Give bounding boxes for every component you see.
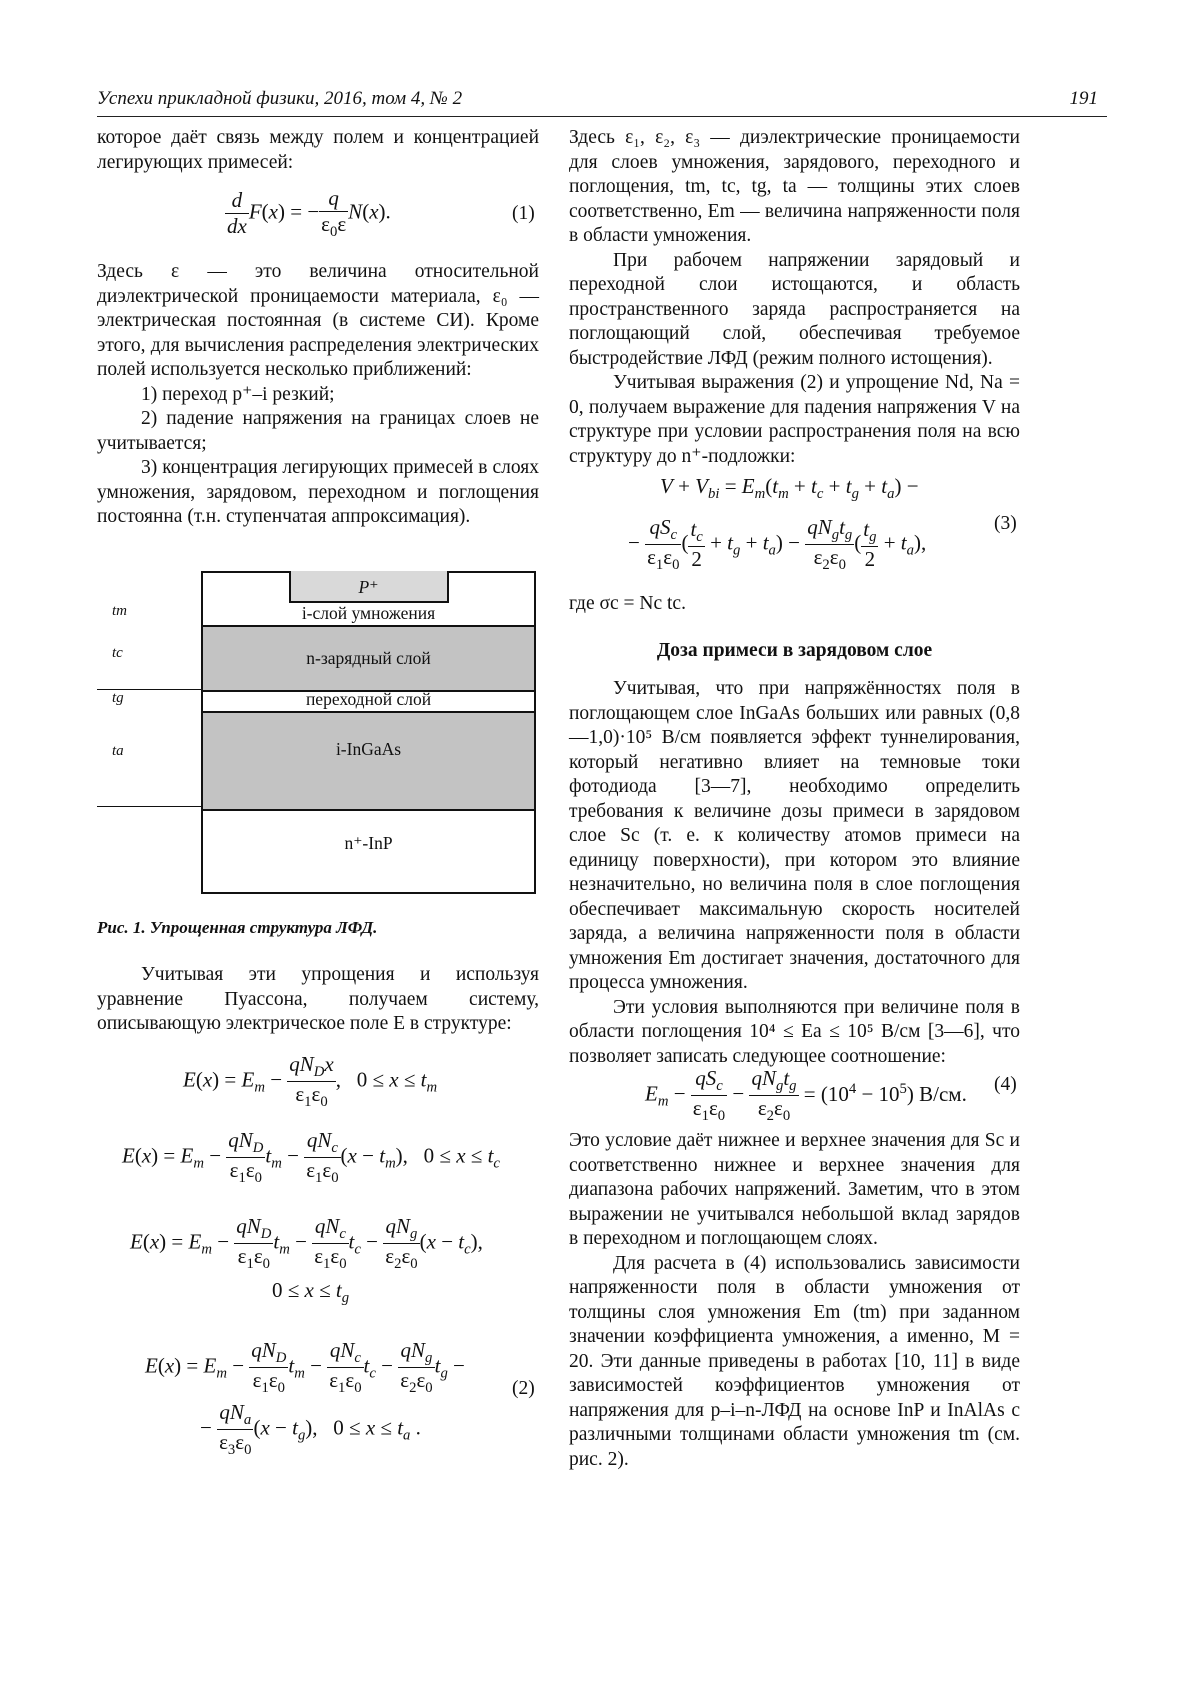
figure-1-caption: Рис. 1. Упрощенная структура ЛФД. [97,918,378,937]
substrate-layer: n⁺-InP [344,833,393,853]
poisson-paragraph: Учитывая эти упрощения и используя уравнение Пуассона, получаем систему, описывающую электрическое поле E в структуре: [97,964,539,1034]
ta-boundary-line [97,806,202,807]
equation-2b: $E(x) = E_m$ − $\frac{qN_D}{\varepsilon_1\varepsilon_0}$ $t_m$ − $\frac{qN_c}{\varepsilon_1\varepsilon_0}$ $(x - t_m)$, $0 \le x \le t_c$ [122,1128,500,1187]
working-voltage-paragraph: При рабочем напряжении зарядовый и переходной слои истощаются, и область пространственного заряда распространяется на поглощающий слой, обеспечивая требуемое быстродействие ЛФД (режим полного истощения). [569,249,1020,369]
equation-3-number: (3) [994,513,1017,534]
grading-layer: переходной слой [305,689,432,709]
limits-paragraph: Это условие даёт нижнее и верхнее значения для Sc и соответственно нижнее и верхнее значения для диапазона рабочих напряжений. Заметим, что в этом выражении не учитывался небольшой вклад зарядов в переходном и поглощающем слоях. [569,1130,1020,1249]
intro-paragraph: которое даёт связь между полем и концентрацией легирующих примесей: [97,127,539,173]
epsilon-paragraph: Здесь ε — это величина относительной диэлектрической проницаемости материала, ε₀ — электрическая постоянная (в системе СИ). Кроме этого, для вычисления распределения электрических полей используется несколько приближений: [97,261,539,380]
equation-4: $E_m$ − $\frac{qS_c}{\varepsilon_1\varepsilon_0}$ − $\frac{qN_gt_g}{\varepsilon_2\varepsilon_0}$ = $(10^4 - 10^5)$ В/см. [645,1066,967,1125]
left-poisson [97,963,539,1037]
left-body [97,260,539,530]
label-ta: ta [112,743,124,759]
equation-3a: $V + V_{bi} = E_m(t_m + t_c + t_g + t_a)$ − [660,474,919,503]
multiplication-layer: i-слой умножения [301,603,436,623]
equation-1-number: (1) [512,203,535,224]
journal-header: Успехи прикладной физики, 2016, том 4, № 2 [97,88,463,109]
p-plus-label: P⁺ [358,577,379,597]
equation-1: $\frac{d}{dx}$ F(x) = − $\frac{q}{\varepsilon_0\varepsilon}$ N(x). [227,186,391,241]
header-rule [97,116,1107,117]
label-tm: tm [112,603,127,619]
dose-paragraph: Учитывая, что при напряжённостях поля в поглощающем слое InGaAs больших или равных (0,8—1,0)·10⁵ В/см появляется эффект туннелирования, который негативно влияет на темновые токи фотодиода [3—7], необходимо определить требования к величине дозы примеси в зарядовом слое Sc (т. е. к количеству атомов примеси на единицу поверхности), при котором это влияние незначительно, но величина поля в слое поглощения обеспечивает максимальную скорость носителей заряда, а величина напряженности поля в области умножения Em достигает значения, достаточного для процесса умножения. [569,678,1020,993]
label-tc: tc [112,645,123,661]
equation-2e: − $\frac{qN_a}{\varepsilon_3\varepsilon_0}$ $(x - t_g)$, $0 \le x \le t_a$ . [200,1400,421,1459]
equation-2-number: (2) [512,1378,535,1399]
right-dose [569,677,1020,1069]
equation-2a: $E(x) = E_m$ − $\frac{qN_Dx}{\varepsilon_1\varepsilon_0}$ , $0 \le x \le t_m$ [183,1052,438,1111]
equation-2d: $E(x) = E_m$ − $\frac{qN_D}{\varepsilon_1\varepsilon_0}$ $t_m$ − $\frac{qN_c}{\varepsilon_1\varepsilon_0}$ $t_c$ − $\frac{qN_g}{\varepsilon_2\varepsilon_0}$ $t_g$ − [145,1338,465,1397]
label-tg: tg [112,690,124,706]
equation-2c: $E(x) = E_m$ − $\frac{qN_D}{\varepsilon_1\varepsilon_0}$ $t_m$ − $\frac{qN_c}{\varepsilon_1\varepsilon_0}$ $t_c$ − $\frac{qN_g}{\varepsilon_2\varepsilon_0}$ $(x - t_c)$, [130,1214,483,1273]
absorption-layer-block [203,711,534,811]
conditions-paragraph: Эти условия выполняются при величине поля в области поглощения 10⁴ ≤ Ea ≤ 10⁵ В/см [3—6], что позволяет записать следующее соотношение: [569,996,1020,1067]
equation-4-number: (4) [994,1074,1017,1095]
structure-diagram [201,571,536,894]
equation-3b: − $\frac{qS_c}{\varepsilon_1\varepsilon_0}$ ( $\frac{t_c}{2}$ + $t_g + t_a$) − $\frac{qN_gt_g}{\varepsilon_2\varepsilon_0}$ ( $\frac{t_g}{2}$ + $t_a$), [628,515,927,574]
left-intro [97,126,539,175]
here-paragraph: Здесь ε₁, ε₂, ε₃ — диэлектрические проницаемости для слоев умножения, зарядового, переходного и поглощения, tm, tc, tg, ta — толщины этих слоев соответственно, Em — величина напряженности поля в области умножения. [569,127,1020,246]
list-item-2: 2) падение напряжения на границах слоев не учитывается; [97,408,539,454]
page-number: 191 [1069,88,1098,109]
where-line: где σc = Nc tc. [569,593,686,614]
list-item-1: 1) переход p⁺–i резкий; [141,383,335,405]
calculation-paragraph: Для расчета в (4) использовались зависимости напряженности поля в области умножения от толщины слоя умножения Em (tm) при заданном значении коэффициента умножения, а именно, M = 20. Эти данные приведены в работах [10, 11] в виде зависимостей коэффициентов умножения от напряжения для p–i–n-ЛФД на основе InP и InAlAs с различными толщинами области умножения tm (см. рис. 2). [569,1252,1020,1470]
tg-boundary-line [97,689,202,690]
right-top [569,126,1020,469]
equation-2c-range: $0 \le x \le t_g$ [272,1278,350,1307]
right-bottom [569,1129,1020,1472]
section-title: Доза примеси в зарядовом слое [656,640,933,661]
list-item-3: 3) концентрация легирующих примесей в слоях умножения, зарядовом, переходном и поглощения постоянна (т.н. ступенчатая аппроксимация). [97,457,539,527]
charge-layer: n-зарядный слой [306,648,431,668]
right-where [569,592,1020,617]
expression-paragraph: Учитывая выражения (2) и упрощение Nd, Na = 0, получаем выражение для падения напряжения V на структуре при условии распространения поля на всю структуру до n⁺-подложки: [569,372,1020,467]
absorption-layer: i-InGaAs [335,739,402,759]
